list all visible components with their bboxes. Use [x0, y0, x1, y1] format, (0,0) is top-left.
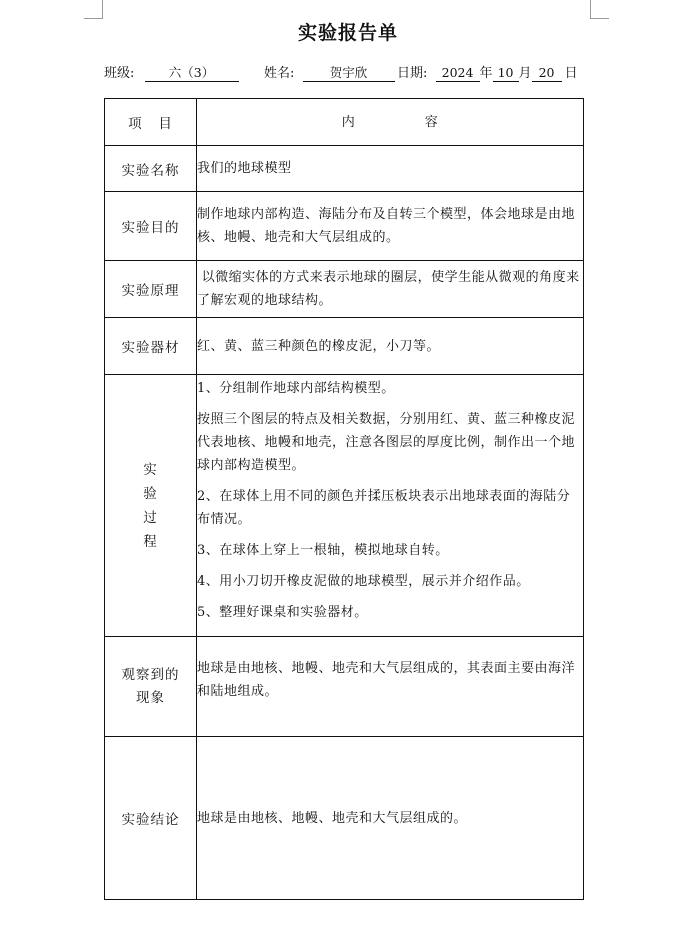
process-label-char: 程: [143, 533, 158, 550]
header-content: 内 容: [197, 99, 584, 146]
row-label-process: [105, 375, 197, 637]
name-label: 姓名:: [264, 66, 295, 81]
row-content-conclusion[interactable]: 地球是由地核、地幔、地壳和大气层组成的。: [197, 737, 584, 900]
class-label: 班级:: [104, 66, 135, 81]
table-row: [105, 261, 584, 318]
row-content-purpose[interactable]: 制作地球内部构造、海陆分布及自转三个模型，体会地球是由地核、地幔、地壳和大气层组成的。: [197, 192, 584, 261]
row-content-materials[interactable]: 红、黄、蓝三种颜色的橡皮泥，小刀等。: [197, 318, 584, 375]
row-content-principle[interactable]: 以微缩实体的方式来表示地球的圈层，使学生能从微观的角度来了解宏观的地球结构。: [197, 261, 584, 318]
row-label-materials: 实验器材: [105, 318, 197, 375]
row-content-name[interactable]: 我们的地球模型: [197, 146, 584, 192]
table-row: [105, 318, 584, 375]
process-label-char: 实: [143, 461, 158, 478]
experiment-report-table: [104, 98, 584, 900]
row-label-conclusion: 实验结论: [105, 737, 197, 900]
row-label-observation: [105, 637, 197, 737]
date-month-suffix: 月: [518, 66, 532, 81]
row-label-purpose: 实验目的: [105, 192, 197, 261]
page-corner-mark-right: [590, 0, 609, 19]
process-step: 3、在球体上穿上一根轴，模拟地球自转。: [197, 543, 449, 558]
table-header-row: [105, 99, 584, 146]
observation-label-line1: 观察到的: [121, 666, 180, 683]
process-step: 2、在球体上用不同的颜色并揉压板块表示出地球表面的海陆分布情况。: [197, 489, 571, 527]
row-label-principle: 实验原理: [105, 261, 197, 318]
process-step: 1、分组制作地球内部结构模型。: [197, 381, 395, 396]
table-row-process: [105, 375, 584, 637]
date-month[interactable]: 10: [493, 65, 519, 82]
process-step: 5、整理好课桌和实验器材。: [197, 605, 368, 620]
process-step: 按照三个图层的特点及相关数据，分别用红、黄、蓝三种橡皮泥代表地核、地幔和地壳，注意各图层的厚度比例，制作出一个地球内部构造模型。: [197, 412, 576, 473]
date-year-suffix: 年: [479, 66, 493, 81]
date-field: [397, 62, 578, 82]
name-value[interactable]: 贺宇欣: [303, 65, 395, 82]
row-content-observation[interactable]: 地球是由地核、地幔、地壳和大气层组成的，其表面主要由海洋和陆地组成。: [197, 637, 584, 737]
process-label-char: 过: [143, 509, 158, 526]
class-field: [104, 62, 239, 82]
date-day[interactable]: 20: [532, 65, 562, 82]
table-row-observation: [105, 637, 584, 737]
observation-label-line2: 现象: [136, 689, 165, 706]
table-row-conclusion: [105, 737, 584, 900]
process-label-char: 验: [143, 485, 158, 502]
table-row: [105, 192, 584, 261]
row-content-process[interactable]: [197, 375, 584, 637]
date-label: 日期:: [397, 66, 428, 81]
page-corner-mark-left: [84, 0, 103, 19]
header-item: 项 目: [105, 99, 197, 146]
class-value[interactable]: 六（3）: [145, 65, 239, 82]
row-label-name: 实验名称: [105, 146, 197, 192]
date-day-suffix: 日: [564, 66, 578, 81]
process-step: 4、用小刀切开橡皮泥做的地球模型，展示并介绍作品。: [197, 574, 530, 589]
name-field: [264, 62, 395, 82]
date-year[interactable]: 2024: [436, 65, 480, 82]
table-row: [105, 146, 584, 192]
page-title: 实验报告单: [297, 22, 398, 44]
